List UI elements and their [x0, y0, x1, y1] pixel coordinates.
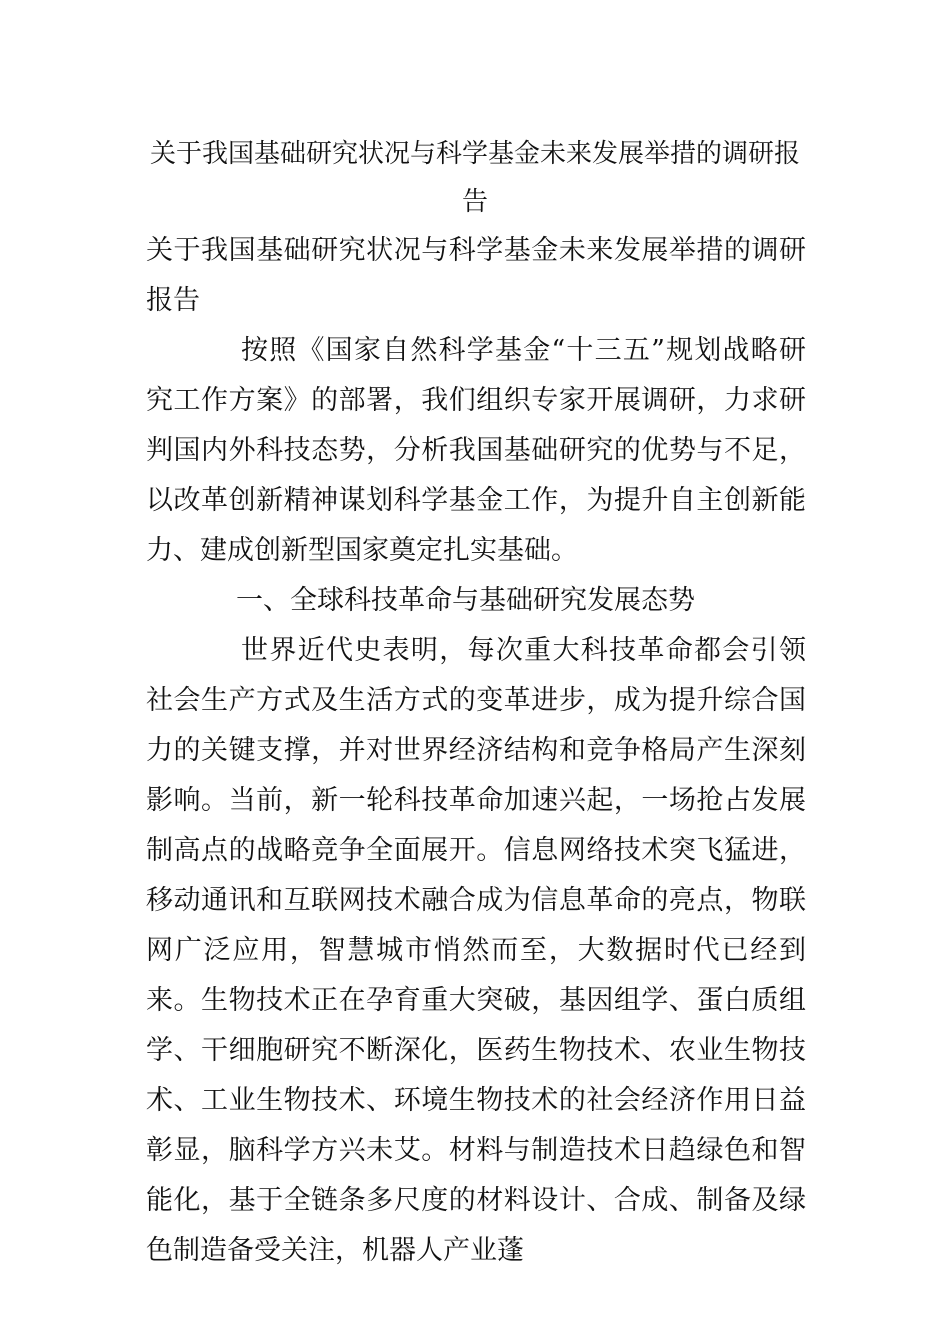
document-subtitle: 关于我国基础研究状况与科学基金未来发展举措的调研报告 — [146, 235, 806, 316]
section-heading: 一、全球科技革命与基础研究发展态势 — [236, 585, 695, 616]
document-body — [146, 226, 806, 1276]
section-paragraph: 世界近代史表明，每次重大科技革命都会引领社会生产方式及生活方式的变革进步，成为提升综合国力的关键支撑，并对世界经济结构和竞争格局产生深刻影响。当前，新一轮科技革命加速兴起，一场抢占发展制高点的战略竞争全面展开。信息网络技术突飞猛进，移动通讯和互联网技术融合成为信息革命的亮点，物联网广泛应用，智慧城市悄然而至，大数据时代已经到来。生物技术正在孕育重大突破，基因组学、蛋白质组学、干细胞研究不断深化，医药生物技术、农业生物技术、工业生物技术、环境生物技术的社会经济作用日益彰显，脑科学方兴未艾。材料与制造技术日趋绿色和智能化，基于全链条多尺度的材料设计、合成、制备及绿色制造备受关注，机器人产业蓬 — [146, 635, 806, 1266]
intro-paragraph: 按照《国家自然科学基金“十三五”规划战略研究工作方案》的部署，我们组织专家开展调研，力求研判国内外科技态势，分析我国基础研究的优势与不足，以改革创新精神谋划科学基金工作，为提升自主创新能力、建成创新型国家奠定扎实基础。 — [146, 335, 806, 566]
document-title: 关于我国基础研究状况与科学基金未来发展举措的调研报告 — [149, 139, 800, 217]
